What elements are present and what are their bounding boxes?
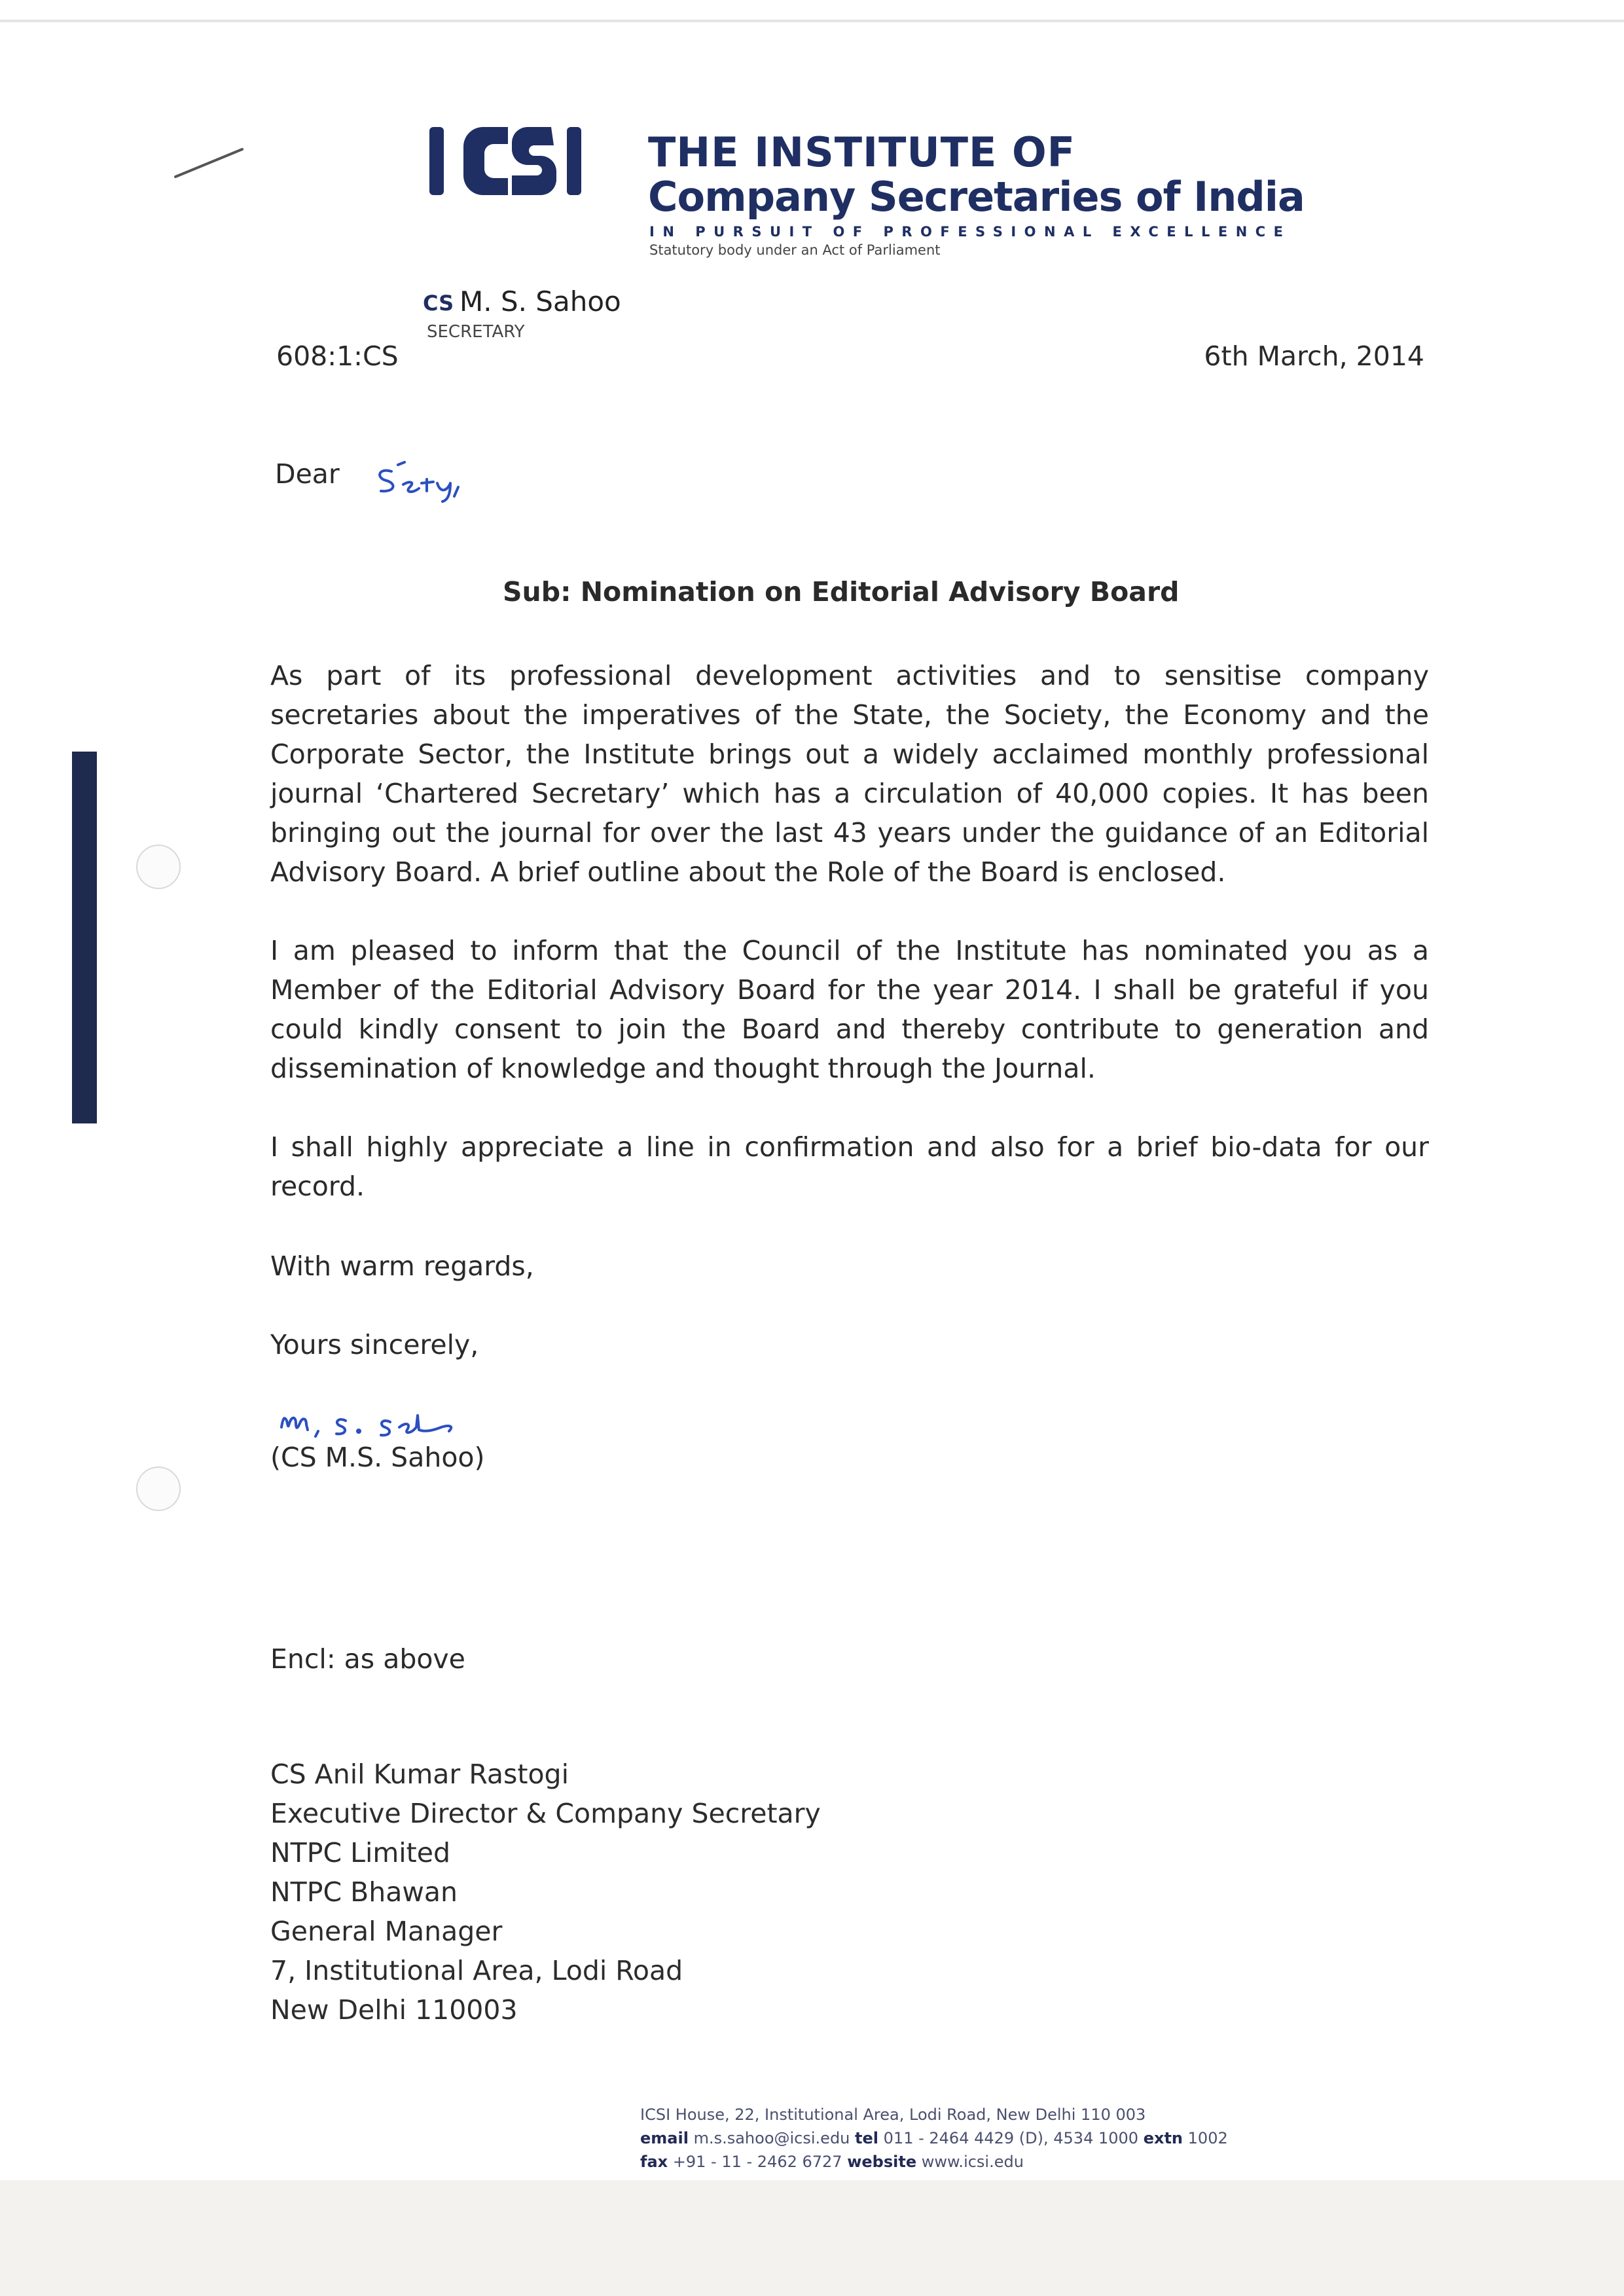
footer-contact-line <box>640 2126 1228 2150</box>
recipient-line-building: NTPC Bhawan <box>270 1876 458 1908</box>
salutation: Dear <box>275 458 340 490</box>
sender-role: SECRETARY <box>427 322 525 342</box>
handwritten-greeting <box>372 458 483 504</box>
reference-number: 608:1:CS <box>276 340 399 372</box>
footer-tel: 011 - 2464 4429 (D), 4534 1000 <box>883 2129 1139 2147</box>
recipient-line-name: CS Anil Kumar Rastogi <box>270 1758 569 1790</box>
icsi-logo <box>427 118 584 203</box>
footer-fax-label: fax <box>640 2153 668 2171</box>
footer-extn-label: extn <box>1143 2129 1183 2147</box>
institute-title-line2: Company Secretaries of India <box>648 173 1305 221</box>
cs-mark: CS <box>423 291 454 316</box>
recipient-line-title: Executive Director & Company Secretary <box>270 1798 821 1829</box>
institute-tagline: IN PURSUIT OF PROFESSIONAL EXCELLENCE <box>649 224 1291 240</box>
footer-tel-label: tel <box>855 2129 879 2147</box>
footer-website[interactable]: www.icsi.edu <box>921 2153 1024 2171</box>
footer-email-label: email <box>640 2129 689 2147</box>
footer-address: ICSI House, 22, Institutional Area, Lodi Road, New Delhi 110 003 <box>640 2105 1146 2124</box>
punch-hole-lower <box>136 1467 181 1511</box>
letter-date: 6th March, 2014 <box>1204 340 1424 372</box>
footer-email[interactable]: m.s.sahoo@icsi.edu <box>693 2129 850 2147</box>
letter-subject: Sub: Nomination on Editorial Advisory Board <box>503 576 1180 608</box>
body-paragraph-2: I am pleased to inform that the Council of the Institute has nominated you as a Member of the Editorial Advisory Board for the year 2014. I shall be grateful if you could kindly consent to join the Board and thereby contribute to generation and dissemination of knowledge and thought through the Journal. <box>270 935 1429 1084</box>
pen-mark <box>170 144 249 183</box>
letterhead-footer <box>640 2103 1228 2174</box>
footer-website-label: website <box>847 2153 917 2171</box>
footer-fax: +91 - 11 - 2462 6727 <box>672 2153 842 2171</box>
recipient-line-street: 7, Institutional Area, Lodi Road <box>270 1955 683 1986</box>
footer-extn: 1002 <box>1187 2129 1228 2147</box>
binder-strip <box>72 752 97 1123</box>
body-paragraph-1: As part of its professional development activities and to sensitise company secretaries about the imperatives of the State, the Society, the Economy and the Corporate Sector, the Institute brings out a widely acclaimed monthly professional journal ‘Chartered Secretary’ which has a circulation of 40,000 copies. It has been bringing out the journal for over the last 43 years under the guidance of an Editorial Advisory Board. A brief outline about the Role of the Board is enclosed. <box>270 660 1429 888</box>
handwritten-signature <box>278 1401 513 1440</box>
signatory-name: (CS M.S. Sahoo) <box>270 1442 485 1473</box>
closing-line: With warm regards, <box>270 1250 534 1282</box>
sender-name: M. S. Sahoo <box>460 285 621 318</box>
institute-title-line1: THE INSTITUTE OF <box>648 128 1076 176</box>
enclosure-note: Encl: as above <box>270 1643 465 1675</box>
scan-edge-bottom <box>0 2180 1624 2296</box>
recipient-address <box>270 1755 821 2030</box>
recipient-line-city: New Delhi 110003 <box>270 1994 518 2026</box>
punch-hole-upper <box>136 845 181 889</box>
scan-edge-top <box>0 20 1624 22</box>
body-paragraph-3: I shall highly appreciate a line in confirmation and also for a brief bio-data for our record. <box>270 1131 1429 1202</box>
recipient-line-designation: General Manager <box>270 1916 503 1947</box>
footer-fax-line <box>640 2150 1228 2174</box>
statutory-note: Statutory body under an Act of Parliament <box>649 242 941 258</box>
sign-off: Yours sincerely, <box>270 1329 479 1360</box>
recipient-line-company: NTPC Limited <box>270 1837 450 1868</box>
